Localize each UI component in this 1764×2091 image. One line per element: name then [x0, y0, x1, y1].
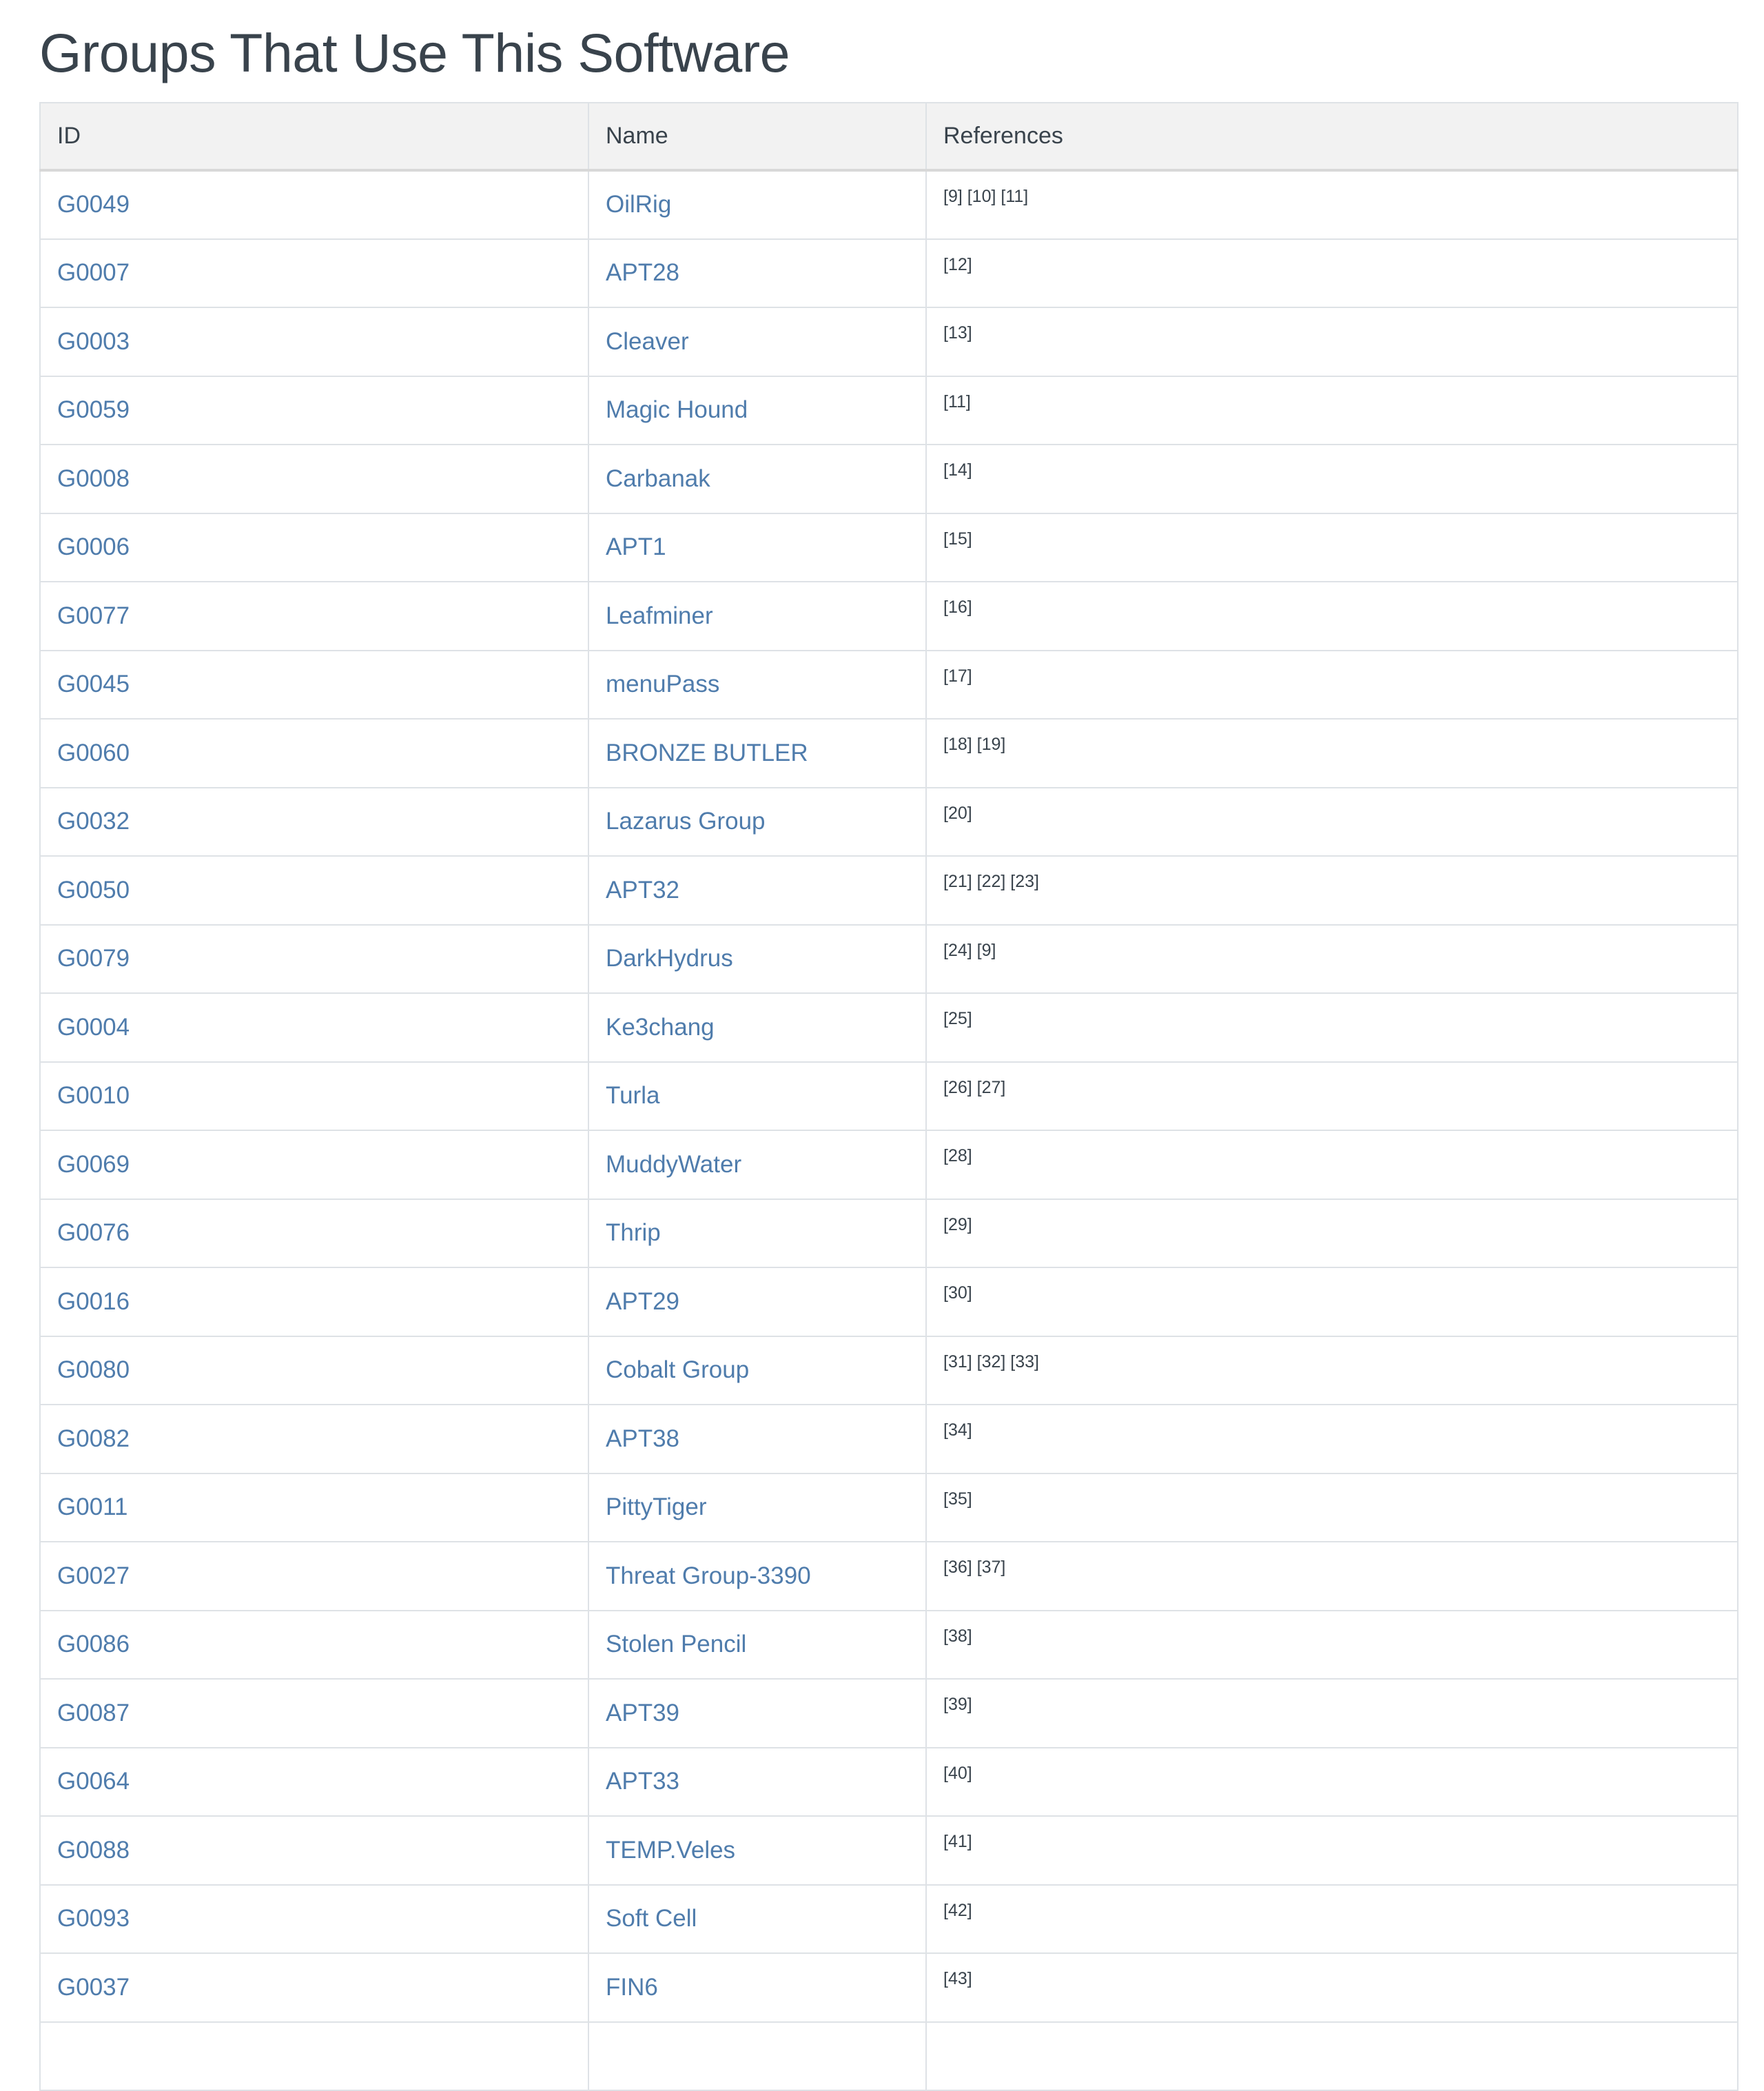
group-id-link[interactable]: G0049	[57, 191, 130, 218]
group-id-link[interactable]: G0032	[57, 808, 130, 835]
reference-links[interactable]: [43]	[943, 1969, 972, 1988]
group-name-cell	[588, 1953, 926, 2022]
group-id-cell	[40, 239, 588, 308]
group-name-cell	[588, 651, 926, 720]
group-id-link[interactable]: G0079	[57, 945, 130, 972]
reference-links[interactable]: [42]	[943, 1900, 972, 1920]
group-id-cell	[40, 2022, 588, 2091]
table-row	[40, 651, 1738, 720]
group-id-cell	[40, 1748, 588, 1817]
group-name-link[interactable]: PittyTiger	[606, 1493, 707, 1521]
table-row	[40, 1679, 1738, 1748]
group-name-cell	[588, 2022, 926, 2091]
group-name-link[interactable]: Cobalt Group	[606, 1356, 750, 1384]
references-cell	[926, 170, 1738, 239]
table-row	[40, 582, 1738, 651]
references-cell	[926, 651, 1738, 720]
group-id-cell	[40, 651, 588, 720]
reference-links[interactable]: [36] [37]	[943, 1558, 1006, 1577]
group-id-cell	[40, 307, 588, 376]
group-id-link[interactable]: G0087	[57, 1699, 130, 1726]
group-name-cell	[588, 1748, 926, 1817]
group-name-cell	[588, 170, 926, 239]
group-name-link[interactable]: Lazarus Group	[606, 808, 766, 835]
group-id-link[interactable]: G0077	[57, 602, 130, 629]
group-name-cell	[588, 1062, 926, 1131]
reference-links[interactable]: [38]	[943, 1626, 972, 1646]
group-name-cell	[588, 1816, 926, 1885]
group-id-link[interactable]: G0006	[57, 533, 130, 561]
group-name-cell	[588, 993, 926, 1062]
group-name-link[interactable]: APT33	[606, 1768, 679, 1795]
references-cell	[926, 1336, 1738, 1405]
group-name-link[interactable]: Magic Hound	[606, 396, 748, 424]
table-row	[40, 376, 1738, 445]
group-name-link[interactable]: menuPass	[606, 671, 720, 698]
table-row	[40, 2022, 1738, 2091]
references-cell	[926, 788, 1738, 857]
references-cell	[926, 1679, 1738, 1748]
table-row	[40, 1953, 1738, 2022]
group-name-cell	[588, 1336, 926, 1405]
group-id-cell	[40, 170, 588, 239]
group-id-cell	[40, 993, 588, 1062]
group-id-cell	[40, 376, 588, 445]
group-id-link[interactable]: G0082	[57, 1425, 130, 1452]
group-name-cell	[588, 1679, 926, 1748]
group-id-cell	[40, 1062, 588, 1131]
group-id-link[interactable]: G0088	[57, 1836, 130, 1864]
references-cell	[926, 719, 1738, 788]
group-name-link[interactable]: APT29	[606, 1287, 679, 1315]
column-header-id: ID	[40, 103, 588, 170]
group-id-cell	[40, 719, 588, 788]
group-id-cell	[40, 1405, 588, 1473]
reference-links[interactable]: [14]	[943, 460, 972, 480]
group-name-cell	[588, 513, 926, 582]
reference-links[interactable]: [18] [19]	[943, 735, 1006, 754]
group-name-link[interactable]: TEMP.Veles	[606, 1836, 736, 1864]
references-cell	[926, 1062, 1738, 1131]
reference-links[interactable]: [15]	[943, 529, 972, 549]
group-id-cell	[40, 1130, 588, 1199]
reference-links[interactable]: [11]	[943, 391, 971, 411]
group-id-cell	[40, 1199, 588, 1268]
references-cell	[926, 856, 1738, 925]
group-name-cell	[588, 582, 926, 651]
group-name-cell	[588, 788, 926, 857]
group-id-link[interactable]: G0064	[57, 1768, 130, 1795]
group-id-cell	[40, 1542, 588, 1611]
group-name-link[interactable]: Cleaver	[606, 327, 689, 355]
group-id-link[interactable]: G0093	[57, 1905, 130, 1932]
group-id-link[interactable]: G0080	[57, 1356, 130, 1384]
group-id-cell	[40, 1679, 588, 1748]
table-row	[40, 1336, 1738, 1405]
group-id-link[interactable]: G0010	[57, 1082, 130, 1110]
group-name-link[interactable]: Ke3chang	[606, 1013, 715, 1041]
table-row	[40, 239, 1738, 308]
references-cell	[926, 1267, 1738, 1336]
table-row	[40, 925, 1738, 994]
table-row	[40, 1267, 1738, 1336]
group-id-link[interactable]: G0003	[57, 327, 130, 355]
table-header-row	[40, 103, 1738, 170]
references-cell	[926, 1405, 1738, 1473]
group-name-link[interactable]: FIN6	[606, 1973, 658, 2001]
group-id-link[interactable]: G0007	[57, 259, 130, 287]
reference-links[interactable]: [40]	[943, 1763, 972, 1783]
reference-links[interactable]: [20]	[943, 803, 972, 823]
group-id-link[interactable]: G0059	[57, 396, 130, 424]
references-cell	[926, 1748, 1738, 1817]
table-row	[40, 170, 1738, 239]
group-id-cell	[40, 582, 588, 651]
reference-links[interactable]: [34]	[943, 1420, 972, 1440]
group-name-cell	[588, 1473, 926, 1542]
references-cell	[926, 1199, 1738, 1268]
group-name-cell	[588, 925, 926, 994]
references-cell	[926, 1953, 1738, 2022]
column-header-references: References	[926, 103, 1738, 170]
references-cell	[926, 376, 1738, 445]
table-body	[40, 170, 1738, 2090]
group-name-link[interactable]: Carbanak	[606, 465, 710, 492]
references-cell	[926, 1542, 1738, 1611]
group-name-link[interactable]: MuddyWater	[606, 1150, 742, 1178]
group-name-cell	[588, 1199, 926, 1268]
table-row	[40, 856, 1738, 925]
group-id-cell	[40, 1611, 588, 1680]
group-id-cell	[40, 1816, 588, 1885]
group-name-cell	[588, 1130, 926, 1199]
references-cell	[926, 582, 1738, 651]
group-name-link[interactable]: Turla	[606, 1082, 660, 1110]
group-name-cell	[588, 1611, 926, 1680]
group-name-link[interactable]: OilRig	[606, 191, 672, 218]
group-name-link[interactable]: Thrip	[606, 1219, 661, 1247]
group-id-cell	[40, 1953, 588, 2022]
references-cell	[926, 993, 1738, 1062]
table-row	[40, 1542, 1738, 1611]
group-name-link[interactable]: APT39	[606, 1699, 679, 1726]
table-row	[40, 788, 1738, 857]
group-name-cell	[588, 445, 926, 513]
references-cell	[926, 1473, 1738, 1542]
table-row	[40, 445, 1738, 513]
table-row	[40, 1748, 1738, 1817]
group-id-cell	[40, 1473, 588, 1542]
group-name-link[interactable]: APT28	[606, 259, 679, 287]
group-id-link[interactable]: G0045	[57, 671, 130, 698]
reference-links[interactable]: [30]	[943, 1283, 972, 1303]
column-header-name: Name	[588, 103, 926, 170]
group-id-cell	[40, 856, 588, 925]
table-row	[40, 1405, 1738, 1473]
references-cell	[926, 307, 1738, 376]
reference-links[interactable]: [31] [32] [33]	[943, 1352, 1039, 1371]
group-id-link[interactable]: G0016	[57, 1287, 130, 1315]
group-name-link[interactable]: APT32	[606, 876, 679, 904]
reference-links[interactable]: [13]	[943, 323, 972, 343]
group-id-cell	[40, 1885, 588, 1954]
group-name-cell	[588, 376, 926, 445]
reference-links[interactable]: [28]	[943, 1146, 972, 1165]
table-row	[40, 1130, 1738, 1199]
group-id-cell	[40, 445, 588, 513]
group-name-cell	[588, 719, 926, 788]
group-name-cell	[588, 856, 926, 925]
group-id-cell	[40, 1336, 588, 1405]
references-cell	[926, 1611, 1738, 1680]
group-name-link[interactable]: Soft Cell	[606, 1905, 697, 1932]
group-name-link[interactable]: APT38	[606, 1425, 679, 1452]
references-cell	[926, 1816, 1738, 1885]
table-row	[40, 1473, 1738, 1542]
group-id-link[interactable]: G0060	[57, 739, 130, 766]
reference-links[interactable]: [17]	[943, 666, 972, 686]
group-id-link[interactable]: G0076	[57, 1219, 130, 1247]
table-row	[40, 1062, 1738, 1131]
group-name-cell	[588, 239, 926, 308]
reference-links[interactable]: [39]	[943, 1695, 972, 1714]
group-name-cell	[588, 307, 926, 376]
page-title: Groups That Use This Software	[39, 22, 790, 83]
table-row	[40, 993, 1738, 1062]
group-id-link[interactable]: G0008	[57, 465, 130, 492]
group-id-link[interactable]: G0027	[57, 1562, 130, 1589]
reference-links[interactable]: [29]	[943, 1214, 972, 1234]
reference-links[interactable]: [35]	[943, 1489, 972, 1509]
group-name-cell	[588, 1542, 926, 1611]
table-row	[40, 513, 1738, 582]
group-id-link[interactable]: G0004	[57, 1013, 130, 1041]
group-name-link[interactable]: APT1	[606, 533, 666, 561]
table-row	[40, 1611, 1738, 1680]
reference-links[interactable]: [25]	[943, 1009, 972, 1028]
group-name-cell	[588, 1885, 926, 1954]
group-name-link[interactable]: Threat Group-3390	[606, 1562, 811, 1589]
reference-links[interactable]: [12]	[943, 254, 972, 274]
reference-links[interactable]: [9] [10] [11]	[943, 187, 1029, 206]
group-name-link[interactable]: Stolen Pencil	[606, 1631, 747, 1658]
references-cell	[926, 925, 1738, 994]
table-row	[40, 1885, 1738, 1954]
reference-links[interactable]: [24] [9]	[943, 940, 996, 960]
references-cell	[926, 1130, 1738, 1199]
table-row	[40, 1199, 1738, 1268]
group-id-link[interactable]: G0011	[57, 1493, 128, 1521]
reference-links[interactable]: [21] [22] [23]	[943, 872, 1039, 891]
group-name-cell	[588, 1405, 926, 1473]
group-name-link[interactable]: Leafminer	[606, 602, 713, 629]
group-id-cell	[40, 1267, 588, 1336]
references-cell	[926, 513, 1738, 582]
references-cell	[926, 445, 1738, 513]
table-row	[40, 1816, 1738, 1885]
group-name-link[interactable]: DarkHydrus	[606, 945, 733, 972]
groups-table	[39, 102, 1739, 2091]
group-id-link[interactable]: G0050	[57, 876, 130, 904]
table-row	[40, 719, 1738, 788]
group-id-link[interactable]: G0037	[57, 1973, 130, 2001]
reference-links[interactable]: [26] [27]	[943, 1077, 1006, 1097]
group-id-cell	[40, 513, 588, 582]
references-cell	[926, 1885, 1738, 1954]
group-id-link[interactable]: G0086	[57, 1631, 130, 1658]
group-id-cell	[40, 788, 588, 857]
group-name-link[interactable]: BRONZE BUTLER	[606, 739, 808, 766]
table-row	[40, 307, 1738, 376]
reference-links[interactable]: [16]	[943, 598, 972, 617]
group-name-cell	[588, 1267, 926, 1336]
references-cell	[926, 2022, 1738, 2091]
group-id-cell	[40, 925, 588, 994]
references-cell	[926, 239, 1738, 308]
reference-links[interactable]: [41]	[943, 1832, 972, 1851]
group-id-link[interactable]: G0069	[57, 1150, 130, 1178]
